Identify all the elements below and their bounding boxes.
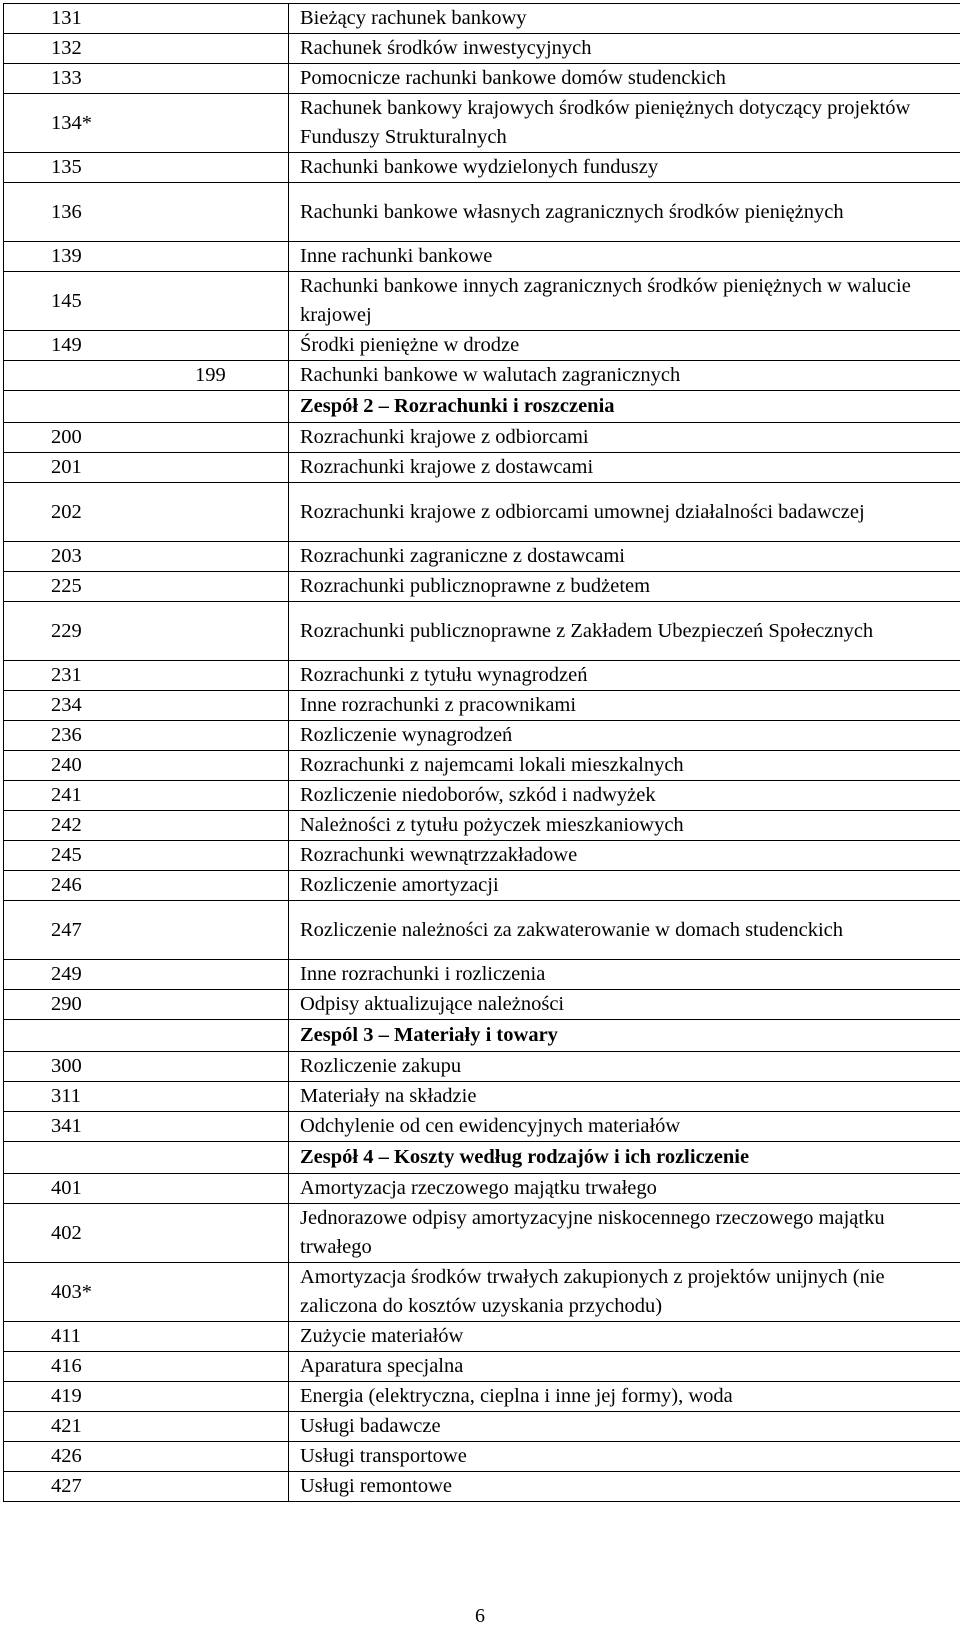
account-name: Rachunki bankowe własnych zagranicznych środków pieniężnych — [289, 183, 960, 242]
table-row — [4, 34, 960, 64]
account-name: Amortyzacja środków trwałych zakupionych z projektów unijnych (nie zaliczona do kosztów uzyskania przychodu) — [289, 1263, 960, 1322]
table-row — [4, 751, 960, 781]
account-name: Rozliczenie zakupu — [289, 1052, 960, 1082]
table-row — [4, 1082, 960, 1112]
account-name: Usługi remontowe — [289, 1472, 960, 1502]
account-code: 290 — [4, 990, 289, 1020]
account-name: Rozliczenie należności za zakwaterowanie w domach studenckich — [289, 901, 960, 960]
table-row — [4, 272, 960, 331]
account-code: 136 — [4, 183, 289, 242]
account-name: Rachunki bankowe wydzielonych funduszy — [289, 153, 960, 183]
section-heading: Zespól 3 – Materiały i towary — [289, 1020, 960, 1052]
account-code — [4, 1142, 289, 1174]
account-code: 300 — [4, 1052, 289, 1082]
table-row — [4, 483, 960, 542]
section-heading-row — [4, 1142, 960, 1174]
account-code: 241 — [4, 781, 289, 811]
account-code: 403* — [4, 1263, 289, 1322]
account-name: Amortyzacja rzeczowego majątku trwałego — [289, 1174, 960, 1204]
table-row — [4, 602, 960, 661]
account-code: 200 — [4, 423, 289, 453]
section-heading-row — [4, 391, 960, 423]
account-name: Rozrachunki zagraniczne z dostawcami — [289, 542, 960, 572]
section-heading-row — [4, 1020, 960, 1052]
account-code: 229 — [4, 602, 289, 661]
table-row — [4, 721, 960, 751]
table-row — [4, 781, 960, 811]
table-row — [4, 841, 960, 871]
section-heading: Zespół 4 – Koszty według rodzajów i ich rozliczenie — [289, 1142, 960, 1174]
account-code: 416 — [4, 1352, 289, 1382]
account-name: Rozrachunki publicznoprawne z budżetem — [289, 572, 960, 602]
account-name: Jednorazowe odpisy amortyzacyjne niskocennego rzeczowego majątku trwałego — [289, 1204, 960, 1263]
account-name: Pomocnicze rachunki bankowe domów studenckich — [289, 64, 960, 94]
account-code: 202 — [4, 483, 289, 542]
account-name: Zużycie materiałów — [289, 1322, 960, 1352]
section-heading: Zespół 2 – Rozrachunki i roszczenia — [289, 391, 960, 423]
account-name: Inne rozrachunki i rozliczenia — [289, 960, 960, 990]
account-name: Rachunek środków inwestycyjnych — [289, 34, 960, 64]
account-code: 341 — [4, 1112, 289, 1142]
account-name: Energia (elektryczna, cieplna i inne jej formy), woda — [289, 1382, 960, 1412]
account-code: 246 — [4, 871, 289, 901]
account-name: Materiały na składzie — [289, 1082, 960, 1112]
table-row — [4, 1472, 960, 1502]
account-name: Środki pieniężne w drodze — [289, 331, 960, 361]
account-name: Rozrachunki wewnątrzzakładowe — [289, 841, 960, 871]
account-code: 133 — [4, 64, 289, 94]
account-code: 149 — [4, 331, 289, 361]
accounts-table-body — [4, 4, 960, 1502]
account-code: 240 — [4, 751, 289, 781]
accounts-table — [3, 3, 960, 1502]
account-name: Rozliczenie wynagrodzeń — [289, 721, 960, 751]
account-code: 427 — [4, 1472, 289, 1502]
table-row — [4, 871, 960, 901]
account-name: Odpisy aktualizujące należności — [289, 990, 960, 1020]
table-row — [4, 242, 960, 272]
account-name: Usługi transportowe — [289, 1442, 960, 1472]
table-row — [4, 1382, 960, 1412]
account-name: Rozliczenie amortyzacji — [289, 871, 960, 901]
account-code: 231 — [4, 661, 289, 691]
account-code: 199 — [4, 361, 289, 391]
table-row — [4, 1263, 960, 1322]
account-code: 245 — [4, 841, 289, 871]
table-row — [4, 691, 960, 721]
account-code: 249 — [4, 960, 289, 990]
account-name: Rachunki bankowe w walutach zagranicznych — [289, 361, 960, 391]
account-name: Rachunki bankowe innych zagranicznych środków pieniężnych w walucie krajowej — [289, 272, 960, 331]
table-row — [4, 1412, 960, 1442]
account-name: Rozrachunki krajowe z odbiorcami — [289, 423, 960, 453]
account-code: 236 — [4, 721, 289, 751]
account-code: 139 — [4, 242, 289, 272]
account-name: Rozrachunki z najemcami lokali mieszkalnych — [289, 751, 960, 781]
table-row — [4, 960, 960, 990]
account-code: 247 — [4, 901, 289, 960]
table-row — [4, 331, 960, 361]
table-row — [4, 1052, 960, 1082]
account-code: 419 — [4, 1382, 289, 1412]
account-code: 225 — [4, 572, 289, 602]
account-name: Inne rachunki bankowe — [289, 242, 960, 272]
account-code: 402 — [4, 1204, 289, 1263]
account-code — [4, 1020, 289, 1052]
table-row — [4, 1442, 960, 1472]
account-code: 234 — [4, 691, 289, 721]
account-code: 401 — [4, 1174, 289, 1204]
table-row — [4, 153, 960, 183]
account-code: 131 — [4, 4, 289, 34]
account-code: 132 — [4, 34, 289, 64]
table-row — [4, 572, 960, 602]
account-code: 411 — [4, 1322, 289, 1352]
account-name: Rozrachunki krajowe z dostawcami — [289, 453, 960, 483]
table-row — [4, 811, 960, 841]
table-row — [4, 64, 960, 94]
account-code: 242 — [4, 811, 289, 841]
account-name: Rozrachunki publicznoprawne z Zakładem Ubezpieczeń Społecznych — [289, 602, 960, 661]
table-row — [4, 1322, 960, 1352]
table-row — [4, 1174, 960, 1204]
table-row — [4, 542, 960, 572]
account-code: 426 — [4, 1442, 289, 1472]
account-code: 421 — [4, 1412, 289, 1442]
account-code: 145 — [4, 272, 289, 331]
account-name: Rozrachunki krajowe z odbiorcami umownej działalności badawczej — [289, 483, 960, 542]
table-row — [4, 361, 960, 391]
account-code — [4, 391, 289, 423]
table-row — [4, 183, 960, 242]
table-row — [4, 1204, 960, 1263]
account-name: Usługi badawcze — [289, 1412, 960, 1442]
table-row — [4, 4, 960, 34]
table-row — [4, 423, 960, 453]
account-name: Należności z tytułu pożyczek mieszkaniowych — [289, 811, 960, 841]
page-number: 6 — [475, 1605, 485, 1627]
account-code: 311 — [4, 1082, 289, 1112]
account-code: 134* — [4, 94, 289, 153]
account-name: Bieżący rachunek bankowy — [289, 4, 960, 34]
account-code: 135 — [4, 153, 289, 183]
table-row — [4, 94, 960, 153]
account-name: Inne rozrachunki z pracownikami — [289, 691, 960, 721]
table-row — [4, 1352, 960, 1382]
table-row — [4, 901, 960, 960]
table-row — [4, 990, 960, 1020]
account-name: Aparatura specjalna — [289, 1352, 960, 1382]
account-code: 201 — [4, 453, 289, 483]
account-name: Rozrachunki z tytułu wynagrodzeń — [289, 661, 960, 691]
account-name: Rozliczenie niedoborów, szkód i nadwyżek — [289, 781, 960, 811]
account-name: Rachunek bankowy krajowych środków pieniężnych dotyczący projektów Funduszy Strukturalnych — [289, 94, 960, 153]
account-code: 203 — [4, 542, 289, 572]
table-row — [4, 453, 960, 483]
table-row — [4, 661, 960, 691]
account-name: Odchylenie od cen ewidencyjnych materiałów — [289, 1112, 960, 1142]
table-row — [4, 1112, 960, 1142]
